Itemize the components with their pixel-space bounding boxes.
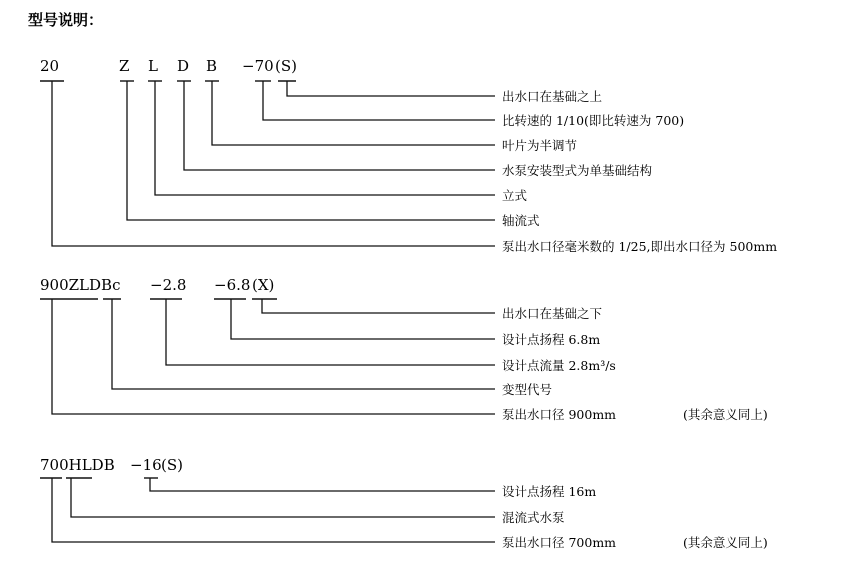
code-d: D	[177, 57, 190, 75]
code-z: Z	[119, 57, 130, 75]
desc-outlet-700: 泵出水口径 700mm	[502, 535, 617, 550]
section-3	[40, 456, 768, 550]
section-2	[40, 276, 768, 422]
desc-mixed-flow: 混流式水泵	[502, 510, 565, 525]
section-1	[40, 57, 777, 254]
code-900zldbc: 900ZLDBc	[40, 276, 121, 294]
code-6-8: −6.8	[214, 276, 251, 294]
code-700hldb: 700HLDB	[40, 456, 115, 474]
desc-design-head: 设计点扬程 6.8m	[502, 332, 601, 347]
code-2-8: −2.8	[150, 276, 187, 294]
desc-design-flow: 设计点流量 2.8m³/s	[502, 358, 616, 373]
desc-specific-speed: 比转速的 1/10(即比转速为 700)	[502, 113, 685, 128]
desc-outlet-900: 泵出水口径 900mm	[502, 407, 617, 422]
desc-variant-code: 变型代号	[502, 382, 553, 397]
leader-lines	[52, 81, 495, 246]
desc-install-type: 水泵安装型式为单基础结构	[502, 163, 653, 178]
code-s: (S)	[275, 57, 297, 75]
desc-blade: 叶片为半调节	[502, 138, 578, 153]
code-16: −16	[130, 456, 162, 474]
leader-lines	[52, 478, 495, 542]
code-x: (X)	[252, 276, 275, 294]
code-b: B	[206, 57, 218, 75]
code-l: L	[148, 57, 158, 75]
desc-outlet-above: 出水口在基础之上	[502, 89, 603, 104]
diagram-title: 型号说明：	[28, 11, 104, 29]
code-s: (S)	[161, 456, 183, 474]
note-rest-same: (其余意义同上)	[683, 535, 768, 550]
desc-outlet-below: 出水口在基础之下	[502, 306, 603, 321]
code-70: −70	[242, 57, 274, 75]
desc-vertical: 立式	[502, 188, 528, 203]
desc-axial-flow: 轴流式	[502, 213, 540, 228]
leader-lines	[52, 299, 495, 414]
code-20: 20	[40, 57, 60, 75]
note-rest-same: (其余意义同上)	[683, 407, 768, 422]
desc-outlet-diameter: 泵出水口径毫米数的 1/25,即出水口径为 500mm	[502, 239, 778, 254]
desc-design-head-16: 设计点扬程 16m	[502, 484, 597, 499]
